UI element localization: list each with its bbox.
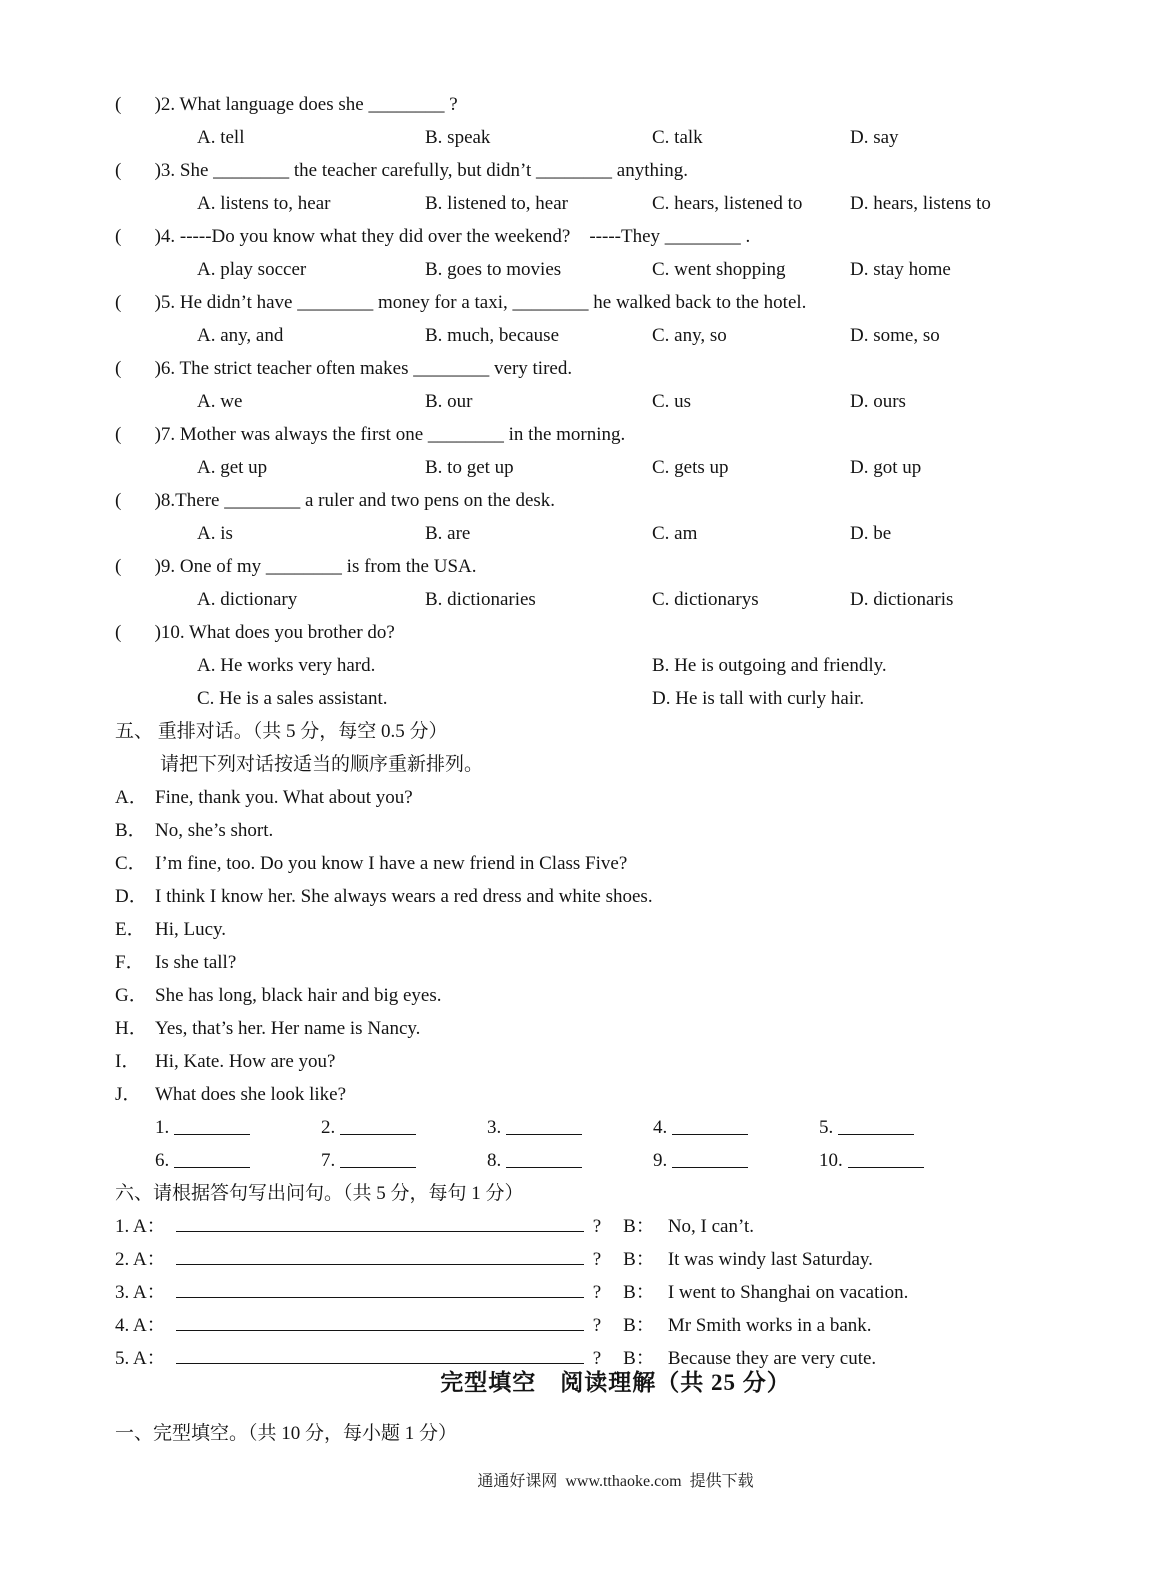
answer-blank-3: 3. <box>487 1111 653 1144</box>
blank-line <box>848 1167 924 1168</box>
answer-blank-6: 6. <box>155 1144 321 1177</box>
blank-line <box>176 1230 584 1232</box>
b-answer: Mr Smith works in a bank. <box>667 1315 872 1336</box>
option-a: A. He works very hard. <box>197 655 376 676</box>
mc-question-8: ( )8.There ________ a ruler and two pens on the desk. <box>115 490 556 511</box>
blank-line <box>174 1134 250 1135</box>
qa-prefix: 1. A： <box>115 1216 166 1237</box>
b-label: B： <box>623 1216 655 1237</box>
dialogue-item-b <box>115 814 1116 847</box>
blank-line <box>340 1134 416 1135</box>
dialogue-letter: J． <box>115 1084 142 1105</box>
dialogue-text: Hi, Lucy. <box>155 919 227 940</box>
blank-line <box>176 1329 584 1331</box>
dialogue-text: Hi, Kate. How are you? <box>155 1051 336 1072</box>
dialogue-text: I think I know her. She always wears a red dress and white shoes. <box>155 886 653 907</box>
mc-options-2 <box>197 121 1116 154</box>
option-c: C. dictionarys <box>652 589 759 610</box>
blank-line <box>506 1167 582 1168</box>
option-a: A. dictionary <box>197 589 298 610</box>
option-c: C. He is a sales assistant. <box>197 688 388 709</box>
b-label: B： <box>623 1348 655 1369</box>
answer-blank-7: 7. <box>321 1144 487 1177</box>
dialogue-item-f <box>115 946 1116 979</box>
dialogue-text: Fine, thank you. What about you? <box>155 787 413 808</box>
blank-line <box>174 1167 250 1168</box>
dialogue-letter: H． <box>115 1018 148 1039</box>
blank-line <box>672 1167 748 1168</box>
mc-options-3 <box>197 187 1116 220</box>
mc-question-6: ( )6. The strict teacher often makes ________ very tired. <box>115 358 573 379</box>
option-b: B. He is outgoing and friendly. <box>652 655 887 676</box>
option-c: C. us <box>652 391 692 412</box>
question-mark: ? <box>592 1315 602 1336</box>
option-d: D. ours <box>850 391 906 412</box>
dialogue-text: I’m fine, too. Do you know I have a new friend in Class Five? <box>155 853 628 874</box>
dialogue-item-i <box>115 1045 1116 1078</box>
dialogue-text: What does she look like? <box>155 1084 347 1105</box>
option-a: A. tell <box>197 127 245 148</box>
answer-blank-5: 5. <box>819 1111 985 1144</box>
option-a: A. we <box>197 391 243 412</box>
answer-blank-10: 10. <box>819 1144 985 1177</box>
question-mark: ? <box>592 1216 602 1237</box>
dialogue-letter: B． <box>115 820 147 841</box>
dialogue-letter: E． <box>115 919 146 940</box>
option-a: A. get up <box>197 457 268 478</box>
option-b: B. dictionaries <box>425 589 536 610</box>
option-b: B. goes to movies <box>425 259 562 280</box>
question-mark: ? <box>592 1282 602 1303</box>
option-d: D. some, so <box>850 325 940 346</box>
answer-blanks-row-1 <box>155 1111 1116 1144</box>
qa-prefix: 3. A： <box>115 1282 166 1303</box>
option-b: B. our <box>425 391 473 412</box>
qa-row-4 <box>115 1309 1116 1342</box>
option-c: C. gets up <box>652 457 729 478</box>
b-answer: I went to Shanghai on vacation. <box>667 1282 909 1303</box>
qa-prefix: 2. A： <box>115 1249 166 1270</box>
option-d: D. be <box>850 523 892 544</box>
dialogue-item-e <box>115 913 1116 946</box>
option-c: C. hears, listened to <box>652 193 803 214</box>
dialogue-item-a <box>115 781 1116 814</box>
answer-blank-8: 8. <box>487 1144 653 1177</box>
blank-line <box>176 1362 584 1364</box>
dialogue-item-c <box>115 847 1116 880</box>
b-answer: No, I can’t. <box>667 1216 754 1237</box>
mc-question-5: ( )5. He didn’t have ________ money for a taxi, ________ he walked back to the hotel. <box>115 292 807 313</box>
answer-blank-1: 1. <box>155 1111 321 1144</box>
mc-options-10-row2 <box>197 682 1116 715</box>
option-d: D. got up <box>850 457 922 478</box>
option-a: A. is <box>197 523 233 544</box>
option-c: C. any, so <box>652 325 727 346</box>
mc-question-7: ( )7. Mother was always the first one ________ in the morning. <box>115 424 626 445</box>
mc-options-8 <box>197 517 1116 550</box>
part2-title: 完型填空 阅读理解（共 25 分） <box>440 1370 791 1395</box>
mc-question-3: ( )3. She ________ the teacher carefully, but didn’t ________ anything. <box>115 160 689 181</box>
question-mark: ? <box>592 1249 602 1270</box>
qa-row-1 <box>115 1210 1116 1243</box>
b-label: B： <box>623 1249 655 1270</box>
qa-row-2 <box>115 1243 1116 1276</box>
dialogue-text: Is she tall? <box>155 952 237 973</box>
dialogue-item-d <box>115 880 1116 913</box>
option-c: C. went shopping <box>652 259 786 280</box>
option-b: B. much, because <box>425 325 560 346</box>
option-c: C. talk <box>652 127 703 148</box>
dialogue-item-g <box>115 979 1116 1012</box>
option-d: D. hears, listens to <box>850 193 991 214</box>
dialogue-letter: F． <box>115 952 145 973</box>
option-d: D. He is tall with curly hair. <box>652 688 865 709</box>
option-b: B. to get up <box>425 457 514 478</box>
dialogue-text: She has long, black hair and big eyes. <box>155 985 442 1006</box>
b-label: B： <box>623 1282 655 1303</box>
dialogue-letter: I． <box>115 1051 141 1072</box>
section6-heading: 六、请根据答句写出问句。（共 5 分，每句 1 分） <box>115 1183 524 1204</box>
option-d: D. stay home <box>850 259 951 280</box>
site-footer: 通通好课网 www.tthaoke.com 提供下载 <box>477 1473 754 1490</box>
question-mark: ? <box>592 1348 602 1369</box>
b-answer: Because they are very cute. <box>667 1348 877 1369</box>
mc-question-4: ( )4. -----Do you know what they did over the weekend? -----They ________ . <box>115 226 751 247</box>
blank-line <box>506 1134 582 1135</box>
blank-line <box>672 1134 748 1135</box>
answer-blanks-row-2 <box>155 1144 1116 1177</box>
qa-row-3 <box>115 1276 1116 1309</box>
b-answer: It was windy last Saturday. <box>667 1249 873 1270</box>
option-a: A. play soccer <box>197 259 307 280</box>
section5-heading: 五、 重排对话。（共 5 分，每空 0.5 分） <box>115 721 448 742</box>
blank-line <box>340 1167 416 1168</box>
option-c: C. am <box>652 523 698 544</box>
b-label: B： <box>623 1315 655 1336</box>
blank-line <box>176 1296 584 1298</box>
option-d: D. say <box>850 127 899 148</box>
qa-prefix: 5. A： <box>115 1348 166 1369</box>
dialogue-letter: D． <box>115 886 148 907</box>
dialogue-text: No, she’s short. <box>155 820 274 841</box>
qa-prefix: 4. A： <box>115 1315 166 1336</box>
option-b: B. listened to, hear <box>425 193 568 214</box>
mc-question-10: ( )10. What does you brother do? <box>115 622 395 643</box>
dialogue-text: Yes, that’s her. Her name is Nancy. <box>155 1018 421 1039</box>
dialogue-item-h <box>115 1012 1116 1045</box>
option-b: B. speak <box>425 127 491 148</box>
mc-options-9 <box>197 583 1116 616</box>
section5-instruction: 请把下列对话按适当的顺序重新排列。 <box>160 754 484 775</box>
option-d: D. dictionaris <box>850 589 954 610</box>
blank-line <box>838 1134 914 1135</box>
option-b: B. are <box>425 523 471 544</box>
mc-options-4 <box>197 253 1116 286</box>
answer-blank-9: 9. <box>653 1144 819 1177</box>
option-a: A. any, and <box>197 325 284 346</box>
mc-options-10-row1 <box>197 649 1116 682</box>
blank-line <box>176 1263 584 1265</box>
mc-question-9: ( )9. One of my ________ is from the USA. <box>115 556 477 577</box>
dialogue-letter: A． <box>115 787 148 808</box>
mc-options-5 <box>197 319 1116 352</box>
mc-options-7 <box>197 451 1116 484</box>
option-a: A. listens to, hear <box>197 193 331 214</box>
answer-blank-4: 4. <box>653 1111 819 1144</box>
answer-blank-2: 2. <box>321 1111 487 1144</box>
mc-options-6 <box>197 385 1116 418</box>
dialogue-item-j <box>115 1078 1116 1111</box>
dialogue-letter: G． <box>115 985 148 1006</box>
dialogue-letter: C． <box>115 853 147 874</box>
mc-question-2: ( )2. What language does she ________ ? <box>115 94 458 115</box>
part2-section1-heading: 一、完型填空。（共 10 分，每小题 1 分） <box>115 1423 458 1444</box>
